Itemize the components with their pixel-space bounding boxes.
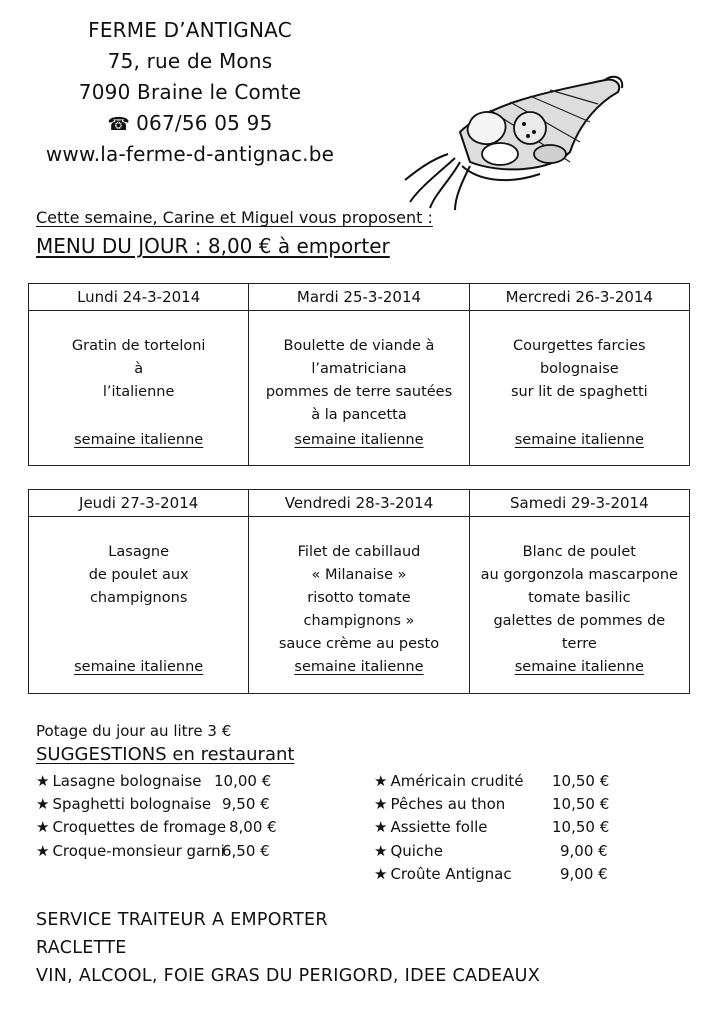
star-icon: ★ (374, 865, 388, 883)
menu-table-week2 (28, 489, 690, 694)
suggestion-item: ★ Américain crudité (374, 772, 524, 790)
address-street: 75, rue de Mons (107, 49, 273, 73)
phone-number: 067/56 05 95 (136, 111, 273, 135)
phone-line (0, 111, 380, 135)
intro-text: Cette semaine, Carine et Miguel vous proposent : (36, 208, 433, 227)
suggestion-price: 9,50 € (222, 795, 270, 813)
suggestion-item: ★ Assiette folle (374, 818, 488, 836)
day-cell (29, 490, 249, 693)
footer-line: SERVICE TRAITEUR A EMPORTER (36, 910, 328, 930)
star-icon: ★ (374, 842, 388, 860)
day-header: Samedi 29-3-2014 (470, 490, 689, 517)
potage-line: Potage du jour au litre 3 € (36, 722, 232, 740)
theme-tag: semaine italienne (294, 659, 424, 675)
suggestion-price: 6,50 € (222, 842, 270, 860)
day-cell (249, 490, 469, 693)
day-header: Lundi 24-3-2014 (29, 284, 248, 311)
star-icon: ★ (374, 818, 388, 836)
suggestions-title: SUGGESTIONS en restaurant (36, 744, 295, 765)
star-icon: ★ (374, 772, 388, 790)
day-cell (29, 284, 249, 465)
suggestion-price: 9,00 € (560, 842, 608, 860)
day-header: Mardi 25-3-2014 (249, 284, 468, 311)
theme-tag: semaine italienne (74, 659, 204, 675)
suggestion-item: ★ Pêches au thon (374, 795, 506, 813)
day-cell (470, 490, 689, 693)
theme-tag: semaine italienne (514, 432, 644, 448)
suggestion-price: 10,00 € (214, 772, 272, 790)
suggestion-price: 10,50 € (552, 818, 610, 836)
dish-description: Gratin de torteloni à l’italienne (71, 338, 206, 400)
day-cell (470, 284, 689, 465)
day-header: Jeudi 27-3-2014 (29, 490, 248, 517)
suggestion-item: ★ Lasagne bolognaise (36, 772, 202, 790)
dish-description: Lasagne de poulet aux champignons (88, 544, 189, 606)
suggestion-item: ★ Croquettes de fromage (36, 818, 227, 836)
suggestion-price: 8,00 € (229, 818, 277, 836)
theme-tag: semaine italienne (514, 659, 644, 675)
suggestion-price: 9,00 € (560, 865, 608, 883)
dish-description: Filet de cabillaud « Milanaise » risotto tomate champignons » sauce crème au pesto (278, 544, 440, 652)
star-icon: ★ (374, 795, 388, 813)
theme-tag: semaine italienne (74, 432, 204, 448)
cornucopia-icon (400, 62, 630, 212)
star-icon: ★ (36, 772, 50, 790)
suggestion-price: 10,50 € (552, 772, 610, 790)
suggestion-price: 10,50 € (552, 795, 610, 813)
star-icon: ★ (36, 842, 50, 860)
farm-name: FERME D’ANTIGNAC (88, 18, 292, 42)
dish-description: Courgettes farcies bolognaise sur lit de spaghetti (510, 338, 648, 400)
footer-line: VIN, ALCOOL, FOIE GRAS DU PERIGORD, IDEE CADEAUX (36, 966, 541, 986)
star-icon: ★ (36, 818, 50, 836)
telephone-icon: ☎ (107, 114, 131, 135)
suggestion-item: ★ Croûte Antignac (374, 865, 512, 883)
menu-title: MENU DU JOUR : 8,00 € à emporter (36, 234, 390, 258)
theme-tag: semaine italienne (294, 432, 424, 448)
menu-table-week1 (28, 283, 690, 466)
website[interactable]: www.la-ferme-d-antignac.be (45, 142, 335, 166)
day-header: Mercredi 26-3-2014 (470, 284, 689, 311)
suggestion-item: ★ Spaghetti bolognaise (36, 795, 212, 813)
dish-description: Blanc de poulet au gorgonzola mascarpone tomate basilic galettes de pommes de terre (480, 544, 678, 652)
address-city: 7090 Braine le Comte (78, 80, 302, 104)
day-header: Vendredi 28-3-2014 (249, 490, 468, 517)
dish-description: Boulette de viande à l’amatriciana pommes de terre sautées à la pancetta (265, 338, 453, 423)
day-cell (249, 284, 469, 465)
footer-line: RACLETTE (36, 938, 127, 958)
suggestion-item: ★ Croque-monsieur garni (36, 842, 225, 860)
star-icon: ★ (36, 795, 50, 813)
suggestion-item: ★ Quiche (374, 842, 443, 860)
